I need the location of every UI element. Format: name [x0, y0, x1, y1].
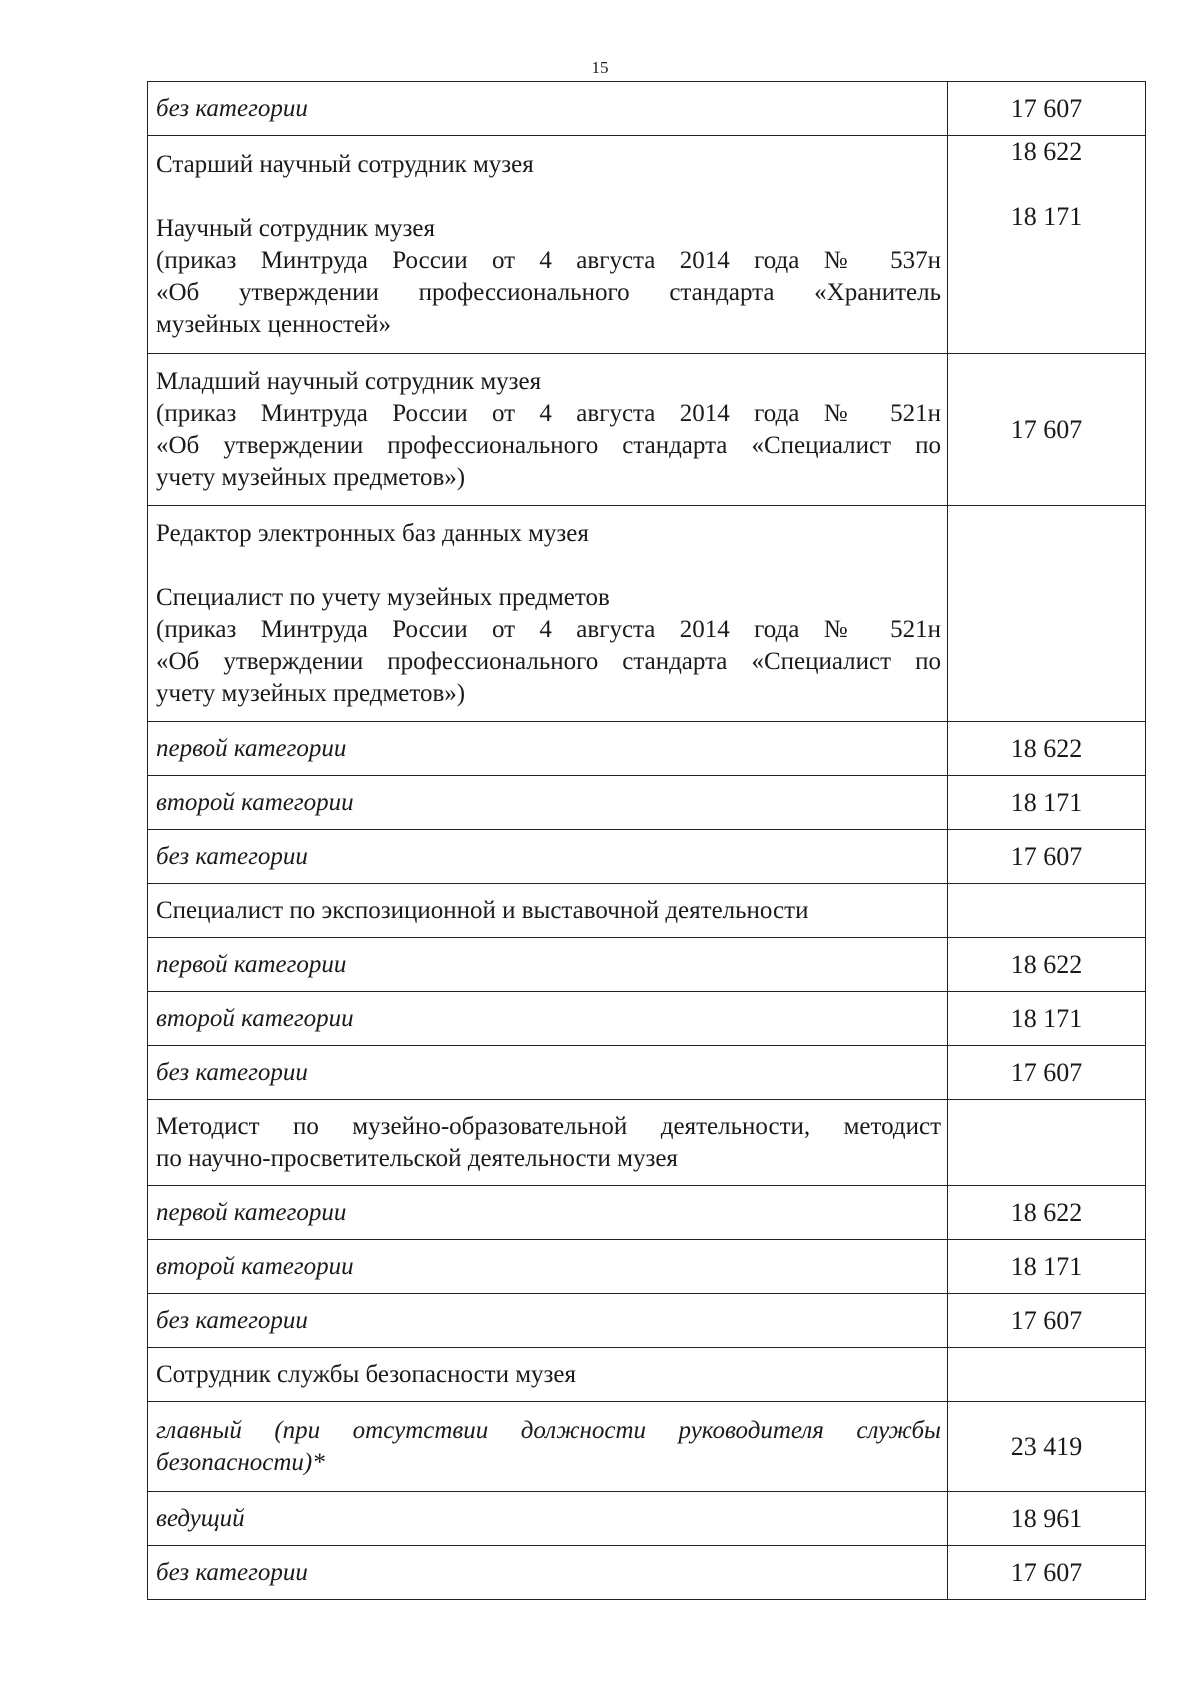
salary-value: 18 961 — [948, 1492, 1146, 1546]
position-title: Научный сотрудник музея — [156, 214, 436, 242]
salary-value: 17 607 — [948, 1546, 1146, 1600]
category-label-line: главный (при отсутствии должности руководителя службы — [156, 1416, 941, 1444]
position-cell — [148, 1100, 948, 1186]
table-row — [148, 992, 1146, 1046]
position-title: Сотрудник службы безопасности музея — [148, 1348, 948, 1402]
salary-value-cell — [948, 136, 1146, 354]
position-title-line: Методист по музейно-образовательной деятельности, методист — [156, 1112, 941, 1140]
salary-value: 18 622 — [1010, 137, 1083, 166]
position-title: Младший научный сотрудник музея — [156, 367, 542, 395]
category-label: первой категории — [148, 722, 948, 776]
salary-table — [147, 81, 1146, 1600]
order-reference-line: учету музейных предметов») — [156, 679, 466, 707]
table-row — [148, 354, 1146, 506]
salary-value: 18 171 — [948, 992, 1146, 1046]
category-label: ведущий — [148, 1492, 948, 1546]
order-reference-line: (приказ Минтруда России от 4 августа 2014 года № 521н — [156, 399, 941, 427]
order-reference-line: (приказ Минтруда России от 4 августа 2014 года № 521н — [156, 615, 941, 643]
category-label: без категории — [148, 1546, 948, 1600]
category-label-line: безопасности)* — [156, 1448, 325, 1476]
position-title-line: по научно-просветительской деятельности музея — [156, 1144, 678, 1172]
table-row — [148, 1402, 1146, 1492]
category-label: второй категории — [148, 992, 948, 1046]
category-cell — [148, 1402, 948, 1492]
salary-value-cell — [948, 1100, 1146, 1186]
salary-value-cell — [948, 1348, 1146, 1402]
position-cell — [148, 136, 948, 354]
position-title: Специалист по экспозиционной и выставочной деятельности — [148, 884, 948, 938]
order-reference-line: «Об утверждении профессионального стандарта «Хранитель — [156, 278, 941, 306]
page-number: 15 — [591, 58, 609, 77]
position-cell — [148, 354, 948, 506]
order-reference-line: музейных ценностей» — [156, 310, 391, 338]
table-row — [148, 1294, 1146, 1348]
table-row — [148, 1186, 1146, 1240]
table-row — [148, 1348, 1146, 1402]
table-row — [148, 1546, 1146, 1600]
table-row — [148, 82, 1146, 136]
salary-value: 17 607 — [948, 1046, 1146, 1100]
position-title: Старший научный сотрудник музея — [156, 150, 534, 178]
category-label: без категории — [148, 1046, 948, 1100]
category-label: второй категории — [148, 1240, 948, 1294]
table-row — [148, 1240, 1146, 1294]
salary-value: 17 607 — [948, 354, 1146, 506]
table-row — [148, 1046, 1146, 1100]
salary-value: 17 607 — [948, 82, 1146, 136]
table-row — [148, 506, 1146, 722]
order-reference-line: (приказ Минтруда России от 4 августа 2014 года № 537н — [156, 246, 941, 274]
position-title: Редактор электронных баз данных музея — [156, 519, 589, 547]
table-row — [148, 136, 1146, 354]
salary-value: 18 171 — [948, 776, 1146, 830]
salary-value: 18 622 — [948, 938, 1146, 992]
salary-value: 18 171 — [1010, 202, 1083, 231]
category-label: без категории — [148, 82, 948, 136]
salary-value: 23 419 — [948, 1402, 1146, 1492]
salary-value-cell — [948, 506, 1146, 722]
table-row — [148, 884, 1146, 938]
table-row — [148, 1492, 1146, 1546]
order-reference-line: «Об утверждении профессионального стандарта «Специалист по — [156, 647, 941, 675]
table-row — [148, 722, 1146, 776]
salary-value: 18 622 — [948, 1186, 1146, 1240]
table-row — [148, 938, 1146, 992]
category-label: без категории — [148, 1294, 948, 1348]
category-label: первой категории — [148, 938, 948, 992]
salary-value: 18 171 — [948, 1240, 1146, 1294]
table-row — [148, 1100, 1146, 1186]
order-reference-line: учету музейных предметов») — [156, 463, 466, 491]
order-reference-line: «Об утверждении профессионального стандарта «Специалист по — [156, 431, 941, 459]
position-title: Специалист по учету музейных предметов — [156, 583, 610, 611]
category-label: второй категории — [148, 776, 948, 830]
table-row — [148, 776, 1146, 830]
salary-value: 17 607 — [948, 1294, 1146, 1348]
position-cell — [148, 506, 948, 722]
category-label: первой категории — [148, 1186, 948, 1240]
category-label: без категории — [148, 830, 948, 884]
salary-value: 18 622 — [948, 722, 1146, 776]
salary-value-cell — [948, 884, 1146, 938]
table-row — [148, 830, 1146, 884]
salary-value: 17 607 — [948, 830, 1146, 884]
